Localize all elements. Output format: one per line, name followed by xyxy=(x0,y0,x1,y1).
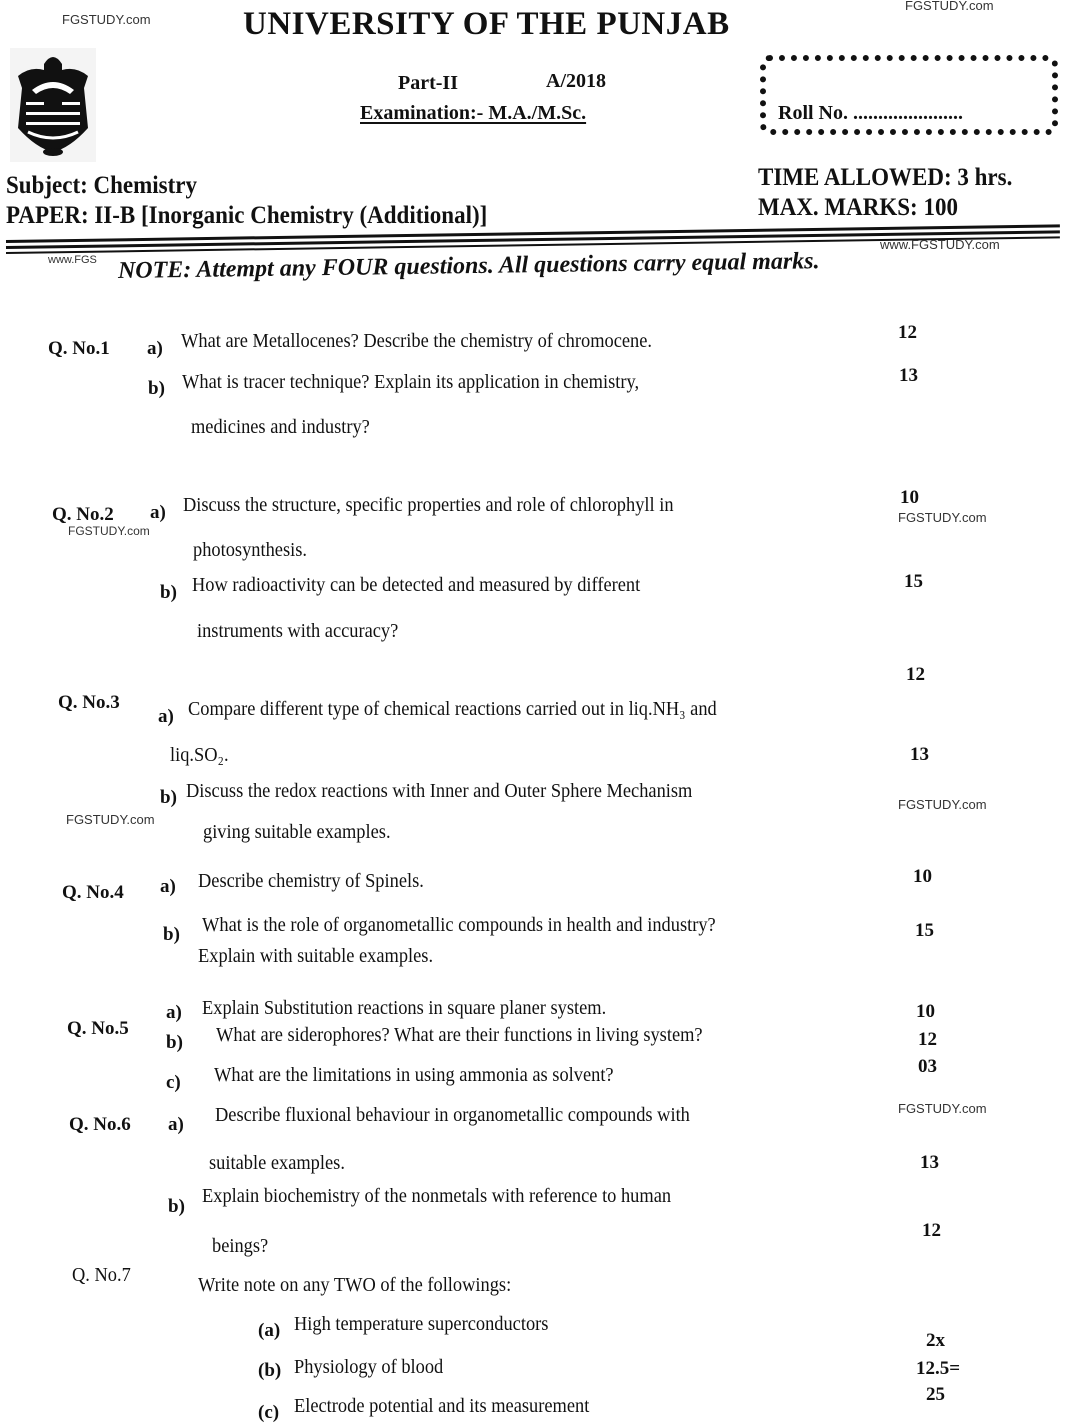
question-number: Q. No.6 xyxy=(69,1114,131,1135)
question-text: instruments with accuracy? xyxy=(197,620,399,642)
max-marks: MAX. MARKS: 100 xyxy=(758,194,958,221)
part-label: a) xyxy=(168,1114,184,1135)
marks: 15 xyxy=(915,920,934,941)
part-label: b) xyxy=(166,1032,183,1053)
part-label: a) xyxy=(160,876,176,897)
marks: 03 xyxy=(918,1056,937,1077)
marks: 12 xyxy=(918,1029,937,1050)
marks: 13 xyxy=(899,365,918,386)
watermark-under-rule-left: www.FGS xyxy=(48,254,97,266)
question-text: What is the role of organometallic compounds in health and industry? xyxy=(202,914,716,936)
question-text: Explain biochemistry of the nonmetals with reference to human xyxy=(202,1185,672,1207)
marks: 12.5= xyxy=(916,1358,961,1379)
watermark-q2-right: FGSTUDY.com xyxy=(898,510,987,525)
marks: 25 xyxy=(926,1384,945,1405)
item-label: (b) xyxy=(258,1360,282,1381)
question-text: liq.SO₂. xyxy=(170,744,229,766)
item-text: Physiology of blood xyxy=(294,1356,444,1378)
marks: 10 xyxy=(900,487,919,508)
instructions-note: NOTE: Attempt any FOUR questions. All questions carry equal marks. xyxy=(117,248,820,284)
part-label: b) xyxy=(160,787,177,808)
question-text: How radioactivity can be detected and measured by different xyxy=(192,574,641,596)
question-number: Q. No.4 xyxy=(62,882,124,903)
watermark-under-rule-right: www.FGSTUDY.com xyxy=(880,237,1000,252)
part-label: a) xyxy=(166,1002,182,1023)
marks: 2x xyxy=(926,1330,945,1351)
item-label: (c) xyxy=(258,1402,280,1423)
question-text: suitable examples. xyxy=(209,1152,345,1174)
part-label: a) xyxy=(150,502,166,523)
question-text: Explain Substitution reactions in square planer system. xyxy=(202,997,607,1019)
marks: 13 xyxy=(910,744,929,765)
watermark-top-right: FGSTUDY.com xyxy=(905,0,994,13)
question-text: photosynthesis. xyxy=(193,539,307,561)
university-crest-icon xyxy=(10,48,96,162)
subject-label: Subject: Chemistry xyxy=(6,172,198,199)
question-number: Q. No.2 xyxy=(52,504,114,525)
marks: 12 xyxy=(922,1220,941,1241)
marks: 15 xyxy=(904,571,923,592)
session-label: A/2018 xyxy=(546,70,606,92)
item-label: (a) xyxy=(258,1320,281,1341)
roll-number-field[interactable]: Roll No. ...................... xyxy=(778,102,963,124)
marks: 12 xyxy=(898,322,917,343)
marks: 10 xyxy=(913,866,932,887)
question-text: beings? xyxy=(212,1235,269,1257)
paper-label: PAPER: II-B [Inorganic Chemistry (Additional)] xyxy=(6,202,488,229)
question-text: Describe fluxional behaviour in organometallic compounds with xyxy=(215,1104,690,1126)
marks: 12 xyxy=(906,664,925,685)
item-text: High temperature superconductors xyxy=(294,1313,549,1335)
time-allowed: TIME ALLOWED: 3 hrs. xyxy=(758,164,1013,191)
part-label: a) xyxy=(147,338,163,359)
question-text: What are Metallocenes? Describe the chemistry of chromocene. xyxy=(181,330,653,352)
question-text: Describe chemistry of Spinels. xyxy=(198,870,424,892)
part-label: Part-II xyxy=(398,72,458,94)
watermark-q3-right: FGSTUDY.com xyxy=(898,797,987,812)
university-title: UNIVERSITY OF THE PUNJAB xyxy=(243,6,730,42)
examination-label: Examination:- M.A./M.Sc. xyxy=(360,102,587,124)
question-text: Discuss the redox reactions with Inner and Outer Sphere Mechanism xyxy=(186,780,693,802)
item-text: Electrode potential and its measurement xyxy=(294,1395,590,1417)
watermark-top-left: FGSTUDY.com xyxy=(62,12,151,27)
part-label: b) xyxy=(160,582,177,603)
part-label: a) xyxy=(158,706,174,727)
question-number: Q. No.1 xyxy=(48,338,110,359)
question-text: What are the limitations in using ammonia as solvent? xyxy=(214,1064,614,1086)
question-number: Q. No.7 xyxy=(72,1264,131,1286)
question-number: Q. No.5 xyxy=(67,1018,129,1039)
question-text: What are siderophores? What are their functions in living system? xyxy=(216,1024,703,1046)
question-text: What is tracer technique? Explain its application in chemistry, xyxy=(182,371,640,393)
question-number: Q. No.3 xyxy=(58,692,120,713)
watermark-q3-left: FGSTUDY.com xyxy=(66,812,155,827)
part-label: b) xyxy=(148,378,165,399)
question-intro: Write note on any TWO of the followings: xyxy=(198,1274,512,1296)
question-text: giving suitable examples. xyxy=(203,821,391,843)
question-text: medicines and industry? xyxy=(191,416,370,438)
watermark-q6-right: FGSTUDY.com xyxy=(898,1101,987,1116)
question-text: Explain with suitable examples. xyxy=(198,945,434,967)
marks: 13 xyxy=(920,1152,939,1173)
part-label: b) xyxy=(163,924,180,945)
question-text: Discuss the structure, specific properties and role of chlorophyll in xyxy=(183,494,674,516)
marks: 10 xyxy=(916,1001,935,1022)
watermark-q2-left: FGSTUDY.com xyxy=(68,524,150,538)
part-label: b) xyxy=(168,1196,185,1217)
part-label: c) xyxy=(166,1072,181,1093)
question-text: Compare different type of chemical reactions carried out in liq.NH₃ and xyxy=(188,698,717,720)
